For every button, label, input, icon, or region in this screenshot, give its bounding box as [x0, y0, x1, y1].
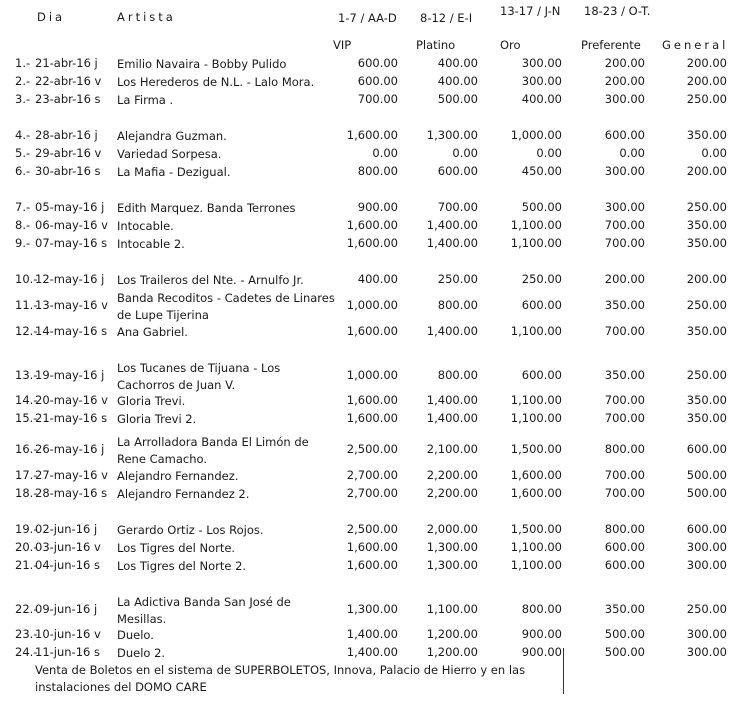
price-platino: 1,400.00: [426, 218, 478, 232]
price-platino: 800.00: [437, 298, 478, 312]
price-preferente: 300.00: [604, 200, 645, 214]
price-platino: 1,400.00: [426, 324, 478, 338]
row-artist: Los Herederos de N.L. - Lalo Mora.: [117, 75, 315, 89]
price-platino: 1,100.00: [426, 602, 478, 616]
price-preferente: 700.00: [604, 218, 645, 232]
price-general: 250.00: [686, 298, 727, 312]
subheader-vip: VIP: [333, 38, 352, 52]
row-artist: Los Traileros del Nte. - Arnulfo Jr.: [117, 273, 304, 287]
price-platino: 800.00: [437, 368, 478, 382]
price-platino: 1,400.00: [426, 411, 478, 425]
row-artist: Ana Gabriel.: [117, 325, 188, 339]
price-vip: 1,300.00: [346, 602, 398, 616]
row-number: 9.-: [15, 236, 31, 250]
row-date: 02-jun-16 j: [35, 522, 98, 536]
row-date: 21-may-16 s: [35, 411, 108, 425]
price-vip: 1,600.00: [346, 558, 398, 572]
price-general: 350.00: [686, 411, 727, 425]
divider-line: [563, 648, 564, 694]
row-artist: Gloria Trevi.: [117, 394, 186, 408]
price-vip: 1,600.00: [346, 128, 398, 142]
row-number: 4.-: [15, 128, 31, 142]
price-general: 200.00: [686, 164, 727, 178]
price-vip: 700.00: [357, 92, 398, 106]
row-artist: La Mafia - Dezigual.: [117, 165, 231, 179]
row-artist: Intocable 2.: [117, 237, 185, 251]
price-general: 350.00: [686, 128, 727, 142]
price-general: 250.00: [686, 92, 727, 106]
row-number: 19.-: [15, 522, 38, 536]
price-general: 250.00: [686, 368, 727, 382]
row-number: 5.-: [15, 146, 31, 160]
row-number: 20.-: [15, 540, 38, 554]
row-artist: Alejandro Fernandez 2.: [117, 487, 250, 501]
subheader-platino: Platino: [416, 38, 456, 52]
price-general: 200.00: [686, 272, 727, 286]
price-preferente: 700.00: [604, 393, 645, 407]
price-vip: 1,000.00: [346, 298, 398, 312]
price-preferente: 800.00: [604, 522, 645, 536]
price-general: 200.00: [686, 74, 727, 88]
price-preferente: 200.00: [604, 74, 645, 88]
row-date: 28-may-16 s: [35, 486, 108, 500]
price-general: 200.00: [686, 56, 727, 70]
price-platino: 2,100.00: [426, 442, 478, 456]
price-preferente: 800.00: [604, 442, 645, 456]
price-preferente: 700.00: [604, 486, 645, 500]
price-vip: 1,600.00: [346, 236, 398, 250]
price-general: 600.00: [686, 442, 727, 456]
price-preferente: 350.00: [604, 368, 645, 382]
price-general: 300.00: [686, 540, 727, 554]
price-vip: 2,500.00: [346, 442, 398, 456]
row-date: 13-may-16 v: [35, 298, 108, 312]
price-general: 250.00: [686, 200, 727, 214]
price-preferente: 700.00: [604, 468, 645, 482]
row-date: 23-abr-16 s: [35, 92, 101, 106]
row-artist: Variedad Sorpesa.: [117, 147, 222, 161]
price-vip: 1,400.00: [346, 627, 398, 641]
price-vip: 900.00: [357, 200, 398, 214]
row-date: 29-abr-16 v: [35, 146, 102, 160]
price-oro: 1,100.00: [510, 540, 562, 554]
price-general: 350.00: [686, 393, 727, 407]
price-platino: 400.00: [437, 74, 478, 88]
price-oro: 1,100.00: [510, 393, 562, 407]
price-vip: 2,700.00: [346, 486, 398, 500]
row-artist: Los Tigres del Norte.: [117, 541, 236, 555]
price-general: 600.00: [686, 522, 727, 536]
row-date: 20-may-16 v: [35, 393, 108, 407]
price-general: 500.00: [686, 486, 727, 500]
price-platino: 600.00: [437, 164, 478, 178]
row-date: 26-may-16 j: [35, 442, 105, 456]
price-platino: 0.00: [452, 146, 478, 160]
header-zone-1: 1-7 / AA-D: [338, 11, 397, 25]
row-number: 3.-: [15, 92, 31, 106]
price-vip: 600.00: [357, 56, 398, 70]
price-oro: 900.00: [521, 627, 562, 641]
price-preferente: 700.00: [604, 324, 645, 338]
price-vip: 1,600.00: [346, 393, 398, 407]
row-date: 06-may-16 v: [35, 218, 108, 232]
row-artist: Alejandro Fernandez.: [117, 469, 239, 483]
price-preferente: 350.00: [604, 602, 645, 616]
price-platino: 1,300.00: [426, 540, 478, 554]
price-platino: 1,300.00: [426, 558, 478, 572]
price-platino: 700.00: [437, 200, 478, 214]
price-oro: 250.00: [521, 272, 562, 286]
row-date: 07-may-16 s: [35, 236, 108, 250]
price-general: 300.00: [686, 627, 727, 641]
price-platino: 2,200.00: [426, 486, 478, 500]
row-number: 15.-: [15, 411, 38, 425]
row-number: 2.-: [15, 74, 31, 88]
price-preferente: 600.00: [604, 128, 645, 142]
price-preferente: 500.00: [604, 627, 645, 641]
price-oro: 600.00: [521, 298, 562, 312]
price-oro: 1,100.00: [510, 218, 562, 232]
row-number: 12.-: [15, 324, 38, 338]
price-platino: 2,000.00: [426, 522, 478, 536]
price-general: 350.00: [686, 218, 727, 232]
row-artist: La Arrolladora Banda El Limón de Rene Camacho.: [117, 435, 309, 466]
row-date: 12-may-16 j: [35, 272, 105, 286]
price-oro: 1,100.00: [510, 411, 562, 425]
price-platino: 1,400.00: [426, 393, 478, 407]
price-platino: 1,300.00: [426, 128, 478, 142]
price-vip: 800.00: [357, 164, 398, 178]
price-vip: 1,000.00: [346, 368, 398, 382]
price-preferente: 600.00: [604, 540, 645, 554]
row-artist: Edith Marquez. Banda Terrones: [117, 201, 296, 215]
price-vip: 1,600.00: [346, 324, 398, 338]
row-number: 11.-: [15, 298, 38, 312]
row-artist: La Adictiva Banda San José de Mesillas.: [117, 595, 291, 626]
subheader-general: General: [662, 38, 729, 52]
row-date: 30-abr-16 s: [35, 164, 101, 178]
row-number: 17.-: [15, 468, 38, 482]
price-oro: 1,600.00: [510, 486, 562, 500]
price-preferente: 500.00: [604, 645, 645, 659]
row-number: 23.-: [15, 627, 38, 641]
price-preferente: 300.00: [604, 164, 645, 178]
row-artist: Intocable.: [117, 219, 174, 233]
row-number: 1.-: [15, 56, 31, 70]
row-number: 10.-: [15, 272, 38, 286]
row-number: 21.-: [15, 558, 38, 572]
header-zone-4: 18-23 / O-T.: [584, 4, 651, 18]
row-artist: Duelo 2.: [117, 646, 166, 660]
price-vip: 400.00: [357, 272, 398, 286]
price-preferente: 200.00: [604, 56, 645, 70]
row-number: 8.-: [15, 218, 31, 232]
price-preferente: 350.00: [604, 298, 645, 312]
row-date: 09-jun-16 j: [35, 602, 98, 616]
price-oro: 800.00: [521, 602, 562, 616]
price-platino: 500.00: [437, 92, 478, 106]
price-vip: 600.00: [357, 74, 398, 88]
row-number: 24.-: [15, 645, 38, 659]
footer-note: Venta de Boletos en el sistema de SUPERBOLETOS, Innova, Palacio de Hierro y en las instalaciones del DOMO CARE: [35, 663, 526, 694]
price-oro: 500.00: [521, 200, 562, 214]
price-general: 500.00: [686, 468, 727, 482]
row-date: 10-jun-16 v: [35, 627, 101, 641]
header-dia: Dia: [37, 10, 66, 24]
row-date: 22-abr-16 v: [35, 74, 102, 88]
price-preferente: 200.00: [604, 272, 645, 286]
row-artist: Banda Recoditos - Cadetes de Linares de Lupe Tijerina: [117, 291, 335, 322]
price-oro: 450.00: [521, 164, 562, 178]
row-date: 04-jun-16 s: [35, 558, 100, 572]
price-general: 250.00: [686, 602, 727, 616]
price-general: 300.00: [686, 558, 727, 572]
price-oro: 1,000.00: [510, 128, 562, 142]
price-oro: 600.00: [521, 368, 562, 382]
row-number: 6.-: [15, 164, 31, 178]
row-date: 11-jun-16 s: [35, 645, 100, 659]
header-zone-3: 13-17 / J-N: [500, 4, 561, 18]
price-vip: 0.00: [372, 146, 398, 160]
price-general: 350.00: [686, 236, 727, 250]
row-date: 21-abr-16 j: [35, 56, 98, 70]
header-artista: Artista: [117, 10, 176, 24]
price-platino: 250.00: [437, 272, 478, 286]
price-oro: 1,600.00: [510, 468, 562, 482]
price-vip: 2,700.00: [346, 468, 398, 482]
price-general: 0.00: [701, 146, 727, 160]
price-oro: 300.00: [521, 56, 562, 70]
price-oro: 300.00: [521, 74, 562, 88]
row-number: 13.-: [15, 368, 38, 382]
row-number: 14.-: [15, 393, 38, 407]
row-artist: Gerardo Ortiz - Los Rojos.: [117, 523, 264, 537]
row-artist: Los Tigres del Norte 2.: [117, 559, 247, 573]
row-date: 05-may-16 j: [35, 200, 105, 214]
row-artist: Alejandra Guzman.: [117, 129, 227, 143]
row-artist: La Firma .: [117, 93, 174, 107]
price-preferente: 700.00: [604, 411, 645, 425]
price-vip: 1,600.00: [346, 540, 398, 554]
row-date: 19-may-16 j: [35, 368, 105, 382]
price-oro: 900.00: [521, 645, 562, 659]
row-artist: Gloria Trevi 2.: [117, 412, 197, 426]
row-date: 28-abr-16 j: [35, 128, 98, 142]
price-oro: 1,100.00: [510, 324, 562, 338]
price-oro: 1,500.00: [510, 522, 562, 536]
price-general: 350.00: [686, 324, 727, 338]
price-oro: 400.00: [521, 92, 562, 106]
row-artist: Duelo.: [117, 628, 154, 642]
header-zone-2: 8-12 / E-I: [420, 11, 473, 25]
row-artist: Los Tucanes de Tijuana - Los Cachorros de Juan V.: [117, 361, 281, 392]
price-preferente: 600.00: [604, 558, 645, 572]
price-vip: 1,400.00: [346, 645, 398, 659]
row-number: 7.-: [15, 200, 31, 214]
price-platino: 1,200.00: [426, 645, 478, 659]
price-vip: 1,600.00: [346, 411, 398, 425]
price-general: 300.00: [686, 645, 727, 659]
row-number: 16.-: [15, 442, 38, 456]
price-oro: 1,100.00: [510, 236, 562, 250]
price-platino: 1,400.00: [426, 236, 478, 250]
price-preferente: 0.00: [619, 146, 645, 160]
price-platino: 2,200.00: [426, 468, 478, 482]
price-preferente: 700.00: [604, 236, 645, 250]
row-number: 22.-: [15, 602, 38, 616]
price-preferente: 300.00: [604, 92, 645, 106]
row-date: 03-jun-16 v: [35, 540, 101, 554]
row-artist: Emilio Navaira - Bobby Pulido: [117, 57, 287, 71]
subheader-preferente: Preferente: [581, 38, 641, 52]
subheader-oro: Oro: [500, 38, 521, 52]
price-platino: 400.00: [437, 56, 478, 70]
row-number: 18.-: [15, 486, 38, 500]
price-oro: 1,500.00: [510, 442, 562, 456]
price-platino: 1,200.00: [426, 627, 478, 641]
price-vip: 1,600.00: [346, 218, 398, 232]
row-date: 27-may-16 v: [35, 468, 108, 482]
price-oro: 0.00: [536, 146, 562, 160]
price-oro: 1,100.00: [510, 558, 562, 572]
row-date: 14-may-16 s: [35, 324, 108, 338]
price-vip: 2,500.00: [346, 522, 398, 536]
